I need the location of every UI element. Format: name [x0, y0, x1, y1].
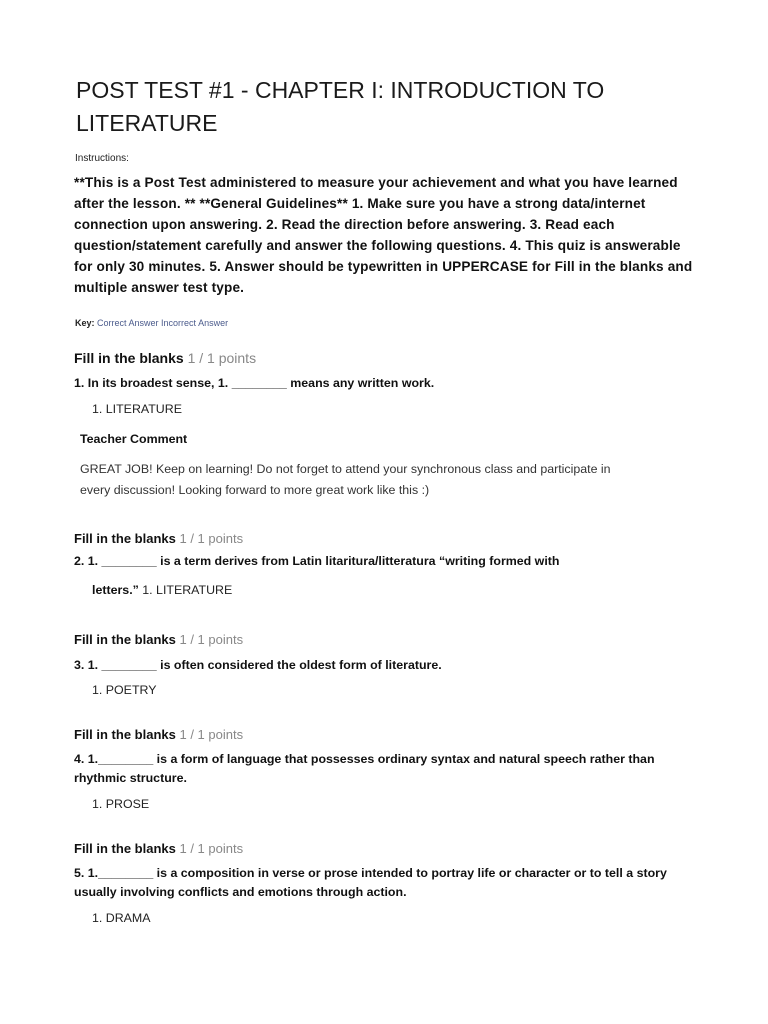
question-2-text-end: letters.” — [92, 583, 139, 597]
question-4-header — [74, 727, 243, 742]
question-3-text: 3. 1. ________ is often considered the oldest form of literature. — [74, 658, 442, 672]
question-points: 1 / 1 points — [179, 531, 244, 546]
question-type: Fill in the blanks — [74, 727, 176, 742]
question-points: 1 / 1 points — [179, 841, 244, 856]
page-title: POST TEST #1 - CHAPTER I: INTRODUCTION TO LITERATURE — [76, 77, 605, 136]
question-2-text: 2. 1. ________ is a term derives from Latin litaritura/litteratura “writing formed with — [74, 554, 560, 568]
question-type: Fill in the blanks — [74, 350, 184, 366]
key-label: Key: — [75, 318, 95, 328]
question-points: 1 / 1 points — [187, 350, 257, 366]
question-2-answer: 1. LITERATURE — [142, 583, 233, 597]
question-5-text: 5. 1.________ is a composition in verse or prose intended to portray life or character or to tell a story usually involving conflicts and emotions through action. — [74, 866, 667, 899]
question-type: Fill in the blanks — [74, 531, 176, 546]
question-4-text: 4. 1.________ is a form of language that possesses ordinary syntax and natural speech rather than rhythmic structure. — [74, 752, 655, 785]
question-2-text-continued — [92, 583, 232, 597]
question-1-answer: 1. LITERATURE — [92, 402, 182, 416]
question-1-header — [74, 350, 256, 366]
question-5-answer: 1. DRAMA — [92, 911, 151, 925]
question-2-header — [74, 531, 243, 546]
question-points: 1 / 1 points — [179, 727, 244, 742]
teacher-comment-text: GREAT JOB! Keep on learning! Do not forget to attend your synchronous class and participate in every discussion! Looking forward to more great work like this :) — [80, 462, 611, 497]
question-points: 1 / 1 points — [179, 632, 244, 647]
question-1-text: 1. In its broadest sense, 1. ________ means any written work. — [74, 376, 435, 390]
question-3-answer: 1. POETRY — [92, 683, 157, 697]
question-5-header — [74, 841, 243, 856]
question-4-answer: 1. PROSE — [92, 797, 150, 811]
instructions-label: Instructions: — [75, 153, 129, 164]
question-type: Fill in the blanks — [74, 632, 176, 647]
question-3-header — [74, 632, 243, 647]
answer-key — [75, 318, 228, 328]
question-type: Fill in the blanks — [74, 841, 176, 856]
teacher-comment-title: Teacher Comment — [80, 432, 188, 446]
key-values: Correct Answer Incorrect Answer — [97, 318, 229, 328]
instructions-text: **This is a Post Test administered to measure your achievement and what you have learned after the lesson. ** **General Guidelines** 1. Make sure you have a strong data/internet connection upon answering. 2. Read the direction before answering. 3. Read each question/statement carefully and answer the following questions. 4. This quiz is answerable for only 30 minutes. 5. Answer should be typewritten in UPPERCASE for Fill in the blanks and multiple answer test type. — [74, 175, 693, 295]
